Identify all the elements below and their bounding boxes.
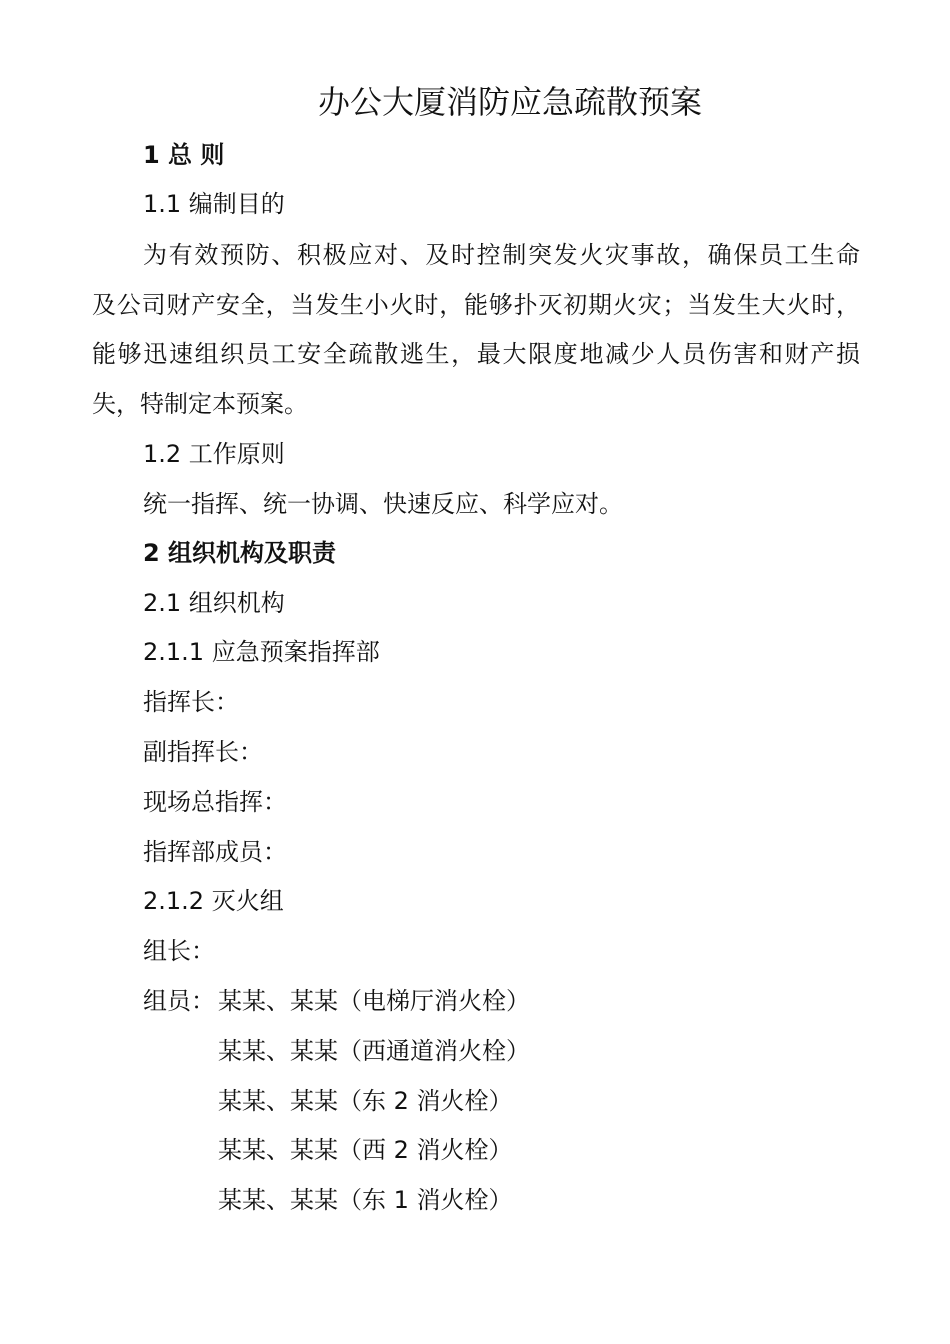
group-leader: 组长： [143,937,215,965]
member-line: 某某、某某（电梯厅消火栓） [218,987,530,1015]
member-line: 某某、某某（东 2 消火栓） [218,1087,513,1115]
role-hq-members: 指挥部成员： [143,838,287,866]
group-members-label: 组员： [143,987,215,1015]
section-2-1-2-heading: 2.1.2 灭火组 [143,887,284,915]
section-1-2-heading: 1.2 工作原则 [143,440,285,468]
paragraph-line: 为有效预防、积极应对、及时控制突发火灾事故，确保员工生命 [143,241,860,269]
section-1-1-heading: 1.1 编制目的 [143,190,285,218]
section-1-2-text: 统一指挥、统一协调、快速反应、科学应对。 [143,490,623,518]
section-2-1-heading: 2.1 组织机构 [143,589,285,617]
member-line: 某某、某某（西 2 消火栓） [218,1136,513,1164]
paragraph-line: 及公司财产安全，当发生小火时，能够扑灭初期火灾；当发生大火时， [92,291,860,319]
role-site-commander: 现场总指挥： [143,788,287,816]
role-deputy-commander: 副指挥长： [143,738,263,766]
member-line: 某某、某某（东 1 消火栓） [218,1186,513,1214]
paragraph-line: 失，特制定本预案。 [92,390,308,418]
section-2-heading: 2 组织机构及职责 [143,539,337,567]
section-1-heading: 1 总 则 [143,141,225,169]
role-commander: 指挥长： [143,688,239,716]
section-2-1-1-heading: 2.1.1 应急预案指挥部 [143,638,380,666]
paragraph-line: 能够迅速组织员工安全疏散逃生，最大限度地减少人员伤害和财产损 [92,340,860,368]
document-title: 办公大厦消防应急疏散预案 [317,83,702,121]
member-line: 某某、某某（西通道消火栓） [218,1037,530,1065]
